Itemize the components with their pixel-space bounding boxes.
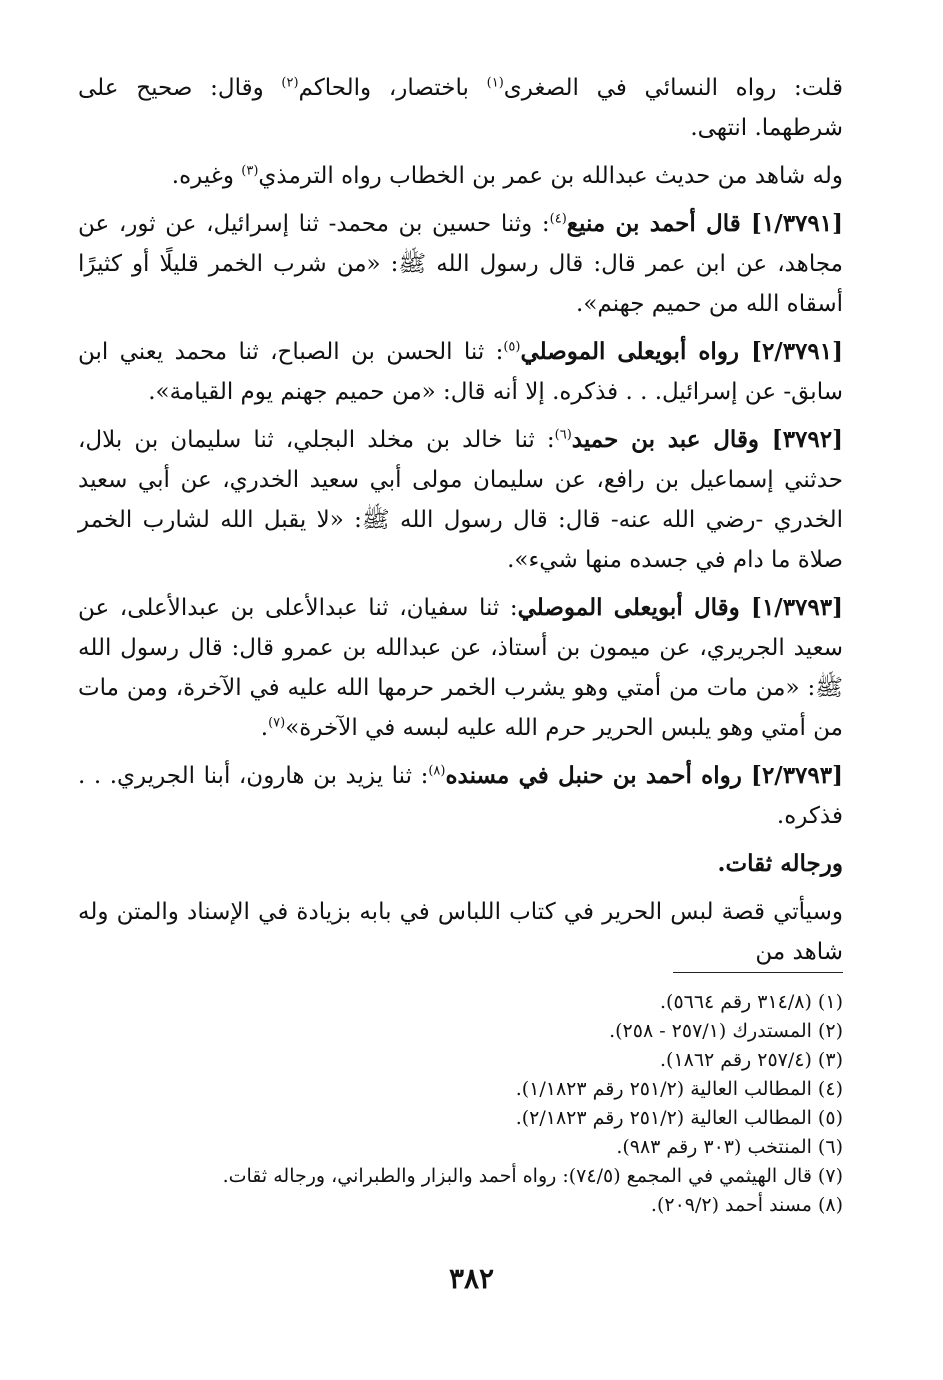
footnote-ref: (٧) (268, 715, 286, 731)
page-number: ٣٨٢ (448, 1262, 495, 1295)
paragraph (78, 420, 843, 580)
footnote-divider (673, 972, 843, 973)
footnote-item: (٦) المنتخب (٣٠٣ رقم ٩٨٣). (616, 1136, 843, 1158)
hadith-heading: ورجاله ثقات. (717, 850, 843, 877)
hadith-heading: [١/٣٧٩١] قال أحمد بن منيع (566, 210, 843, 237)
footnote-ref: (٣) (241, 163, 259, 179)
paragraph (78, 756, 843, 836)
hadith-heading: [٣٧٩٢] وقال عبد بن حميد (571, 426, 843, 453)
hadith-heading: [٢/٣٧٩٣] رواه أحمد بن حنبل في مسنده (445, 762, 843, 789)
footnote-item: (٤) المطالب العالية (٢٥١/٢ رقم ١/١٨٢٣). (515, 1078, 843, 1100)
footnote-ref: (١) (486, 75, 504, 91)
paragraph-text: : ثنا سفيان، ثنا عبدالأعلى بن عبدالأعلى، عن سعيد الجريري، عن ميمون بن أستاذ، عن عبدالله بن عمرو قال: قال رسول الله ﷺ: «من مات من أمتي وهو يشرب الخمر حرمها الله عليه في الآخرة، ومن مات من أمتي وهو يلبس الحرير حرم الله عليه لبسه في الآخرة» (78, 595, 843, 741)
paragraph (78, 332, 843, 412)
paragraph (78, 844, 843, 884)
paragraph-text: وله شاهد من حديث عبدالله بن عمر بن الخطاب رواه الترمذي (258, 163, 843, 189)
paragraph-text: : ثنا الحسن بن الصباح، ثنا محمد يعني ابن سابق- عن إسرائيل. . . فذكره. إلا أنه قال: «من حميم جهنم يوم القيامة». (78, 339, 843, 405)
paragraph-text: قلت: رواه النسائي في الصغرى (503, 75, 843, 101)
paragraph-text: : ثنا يزيد بن هارون، أبنا الجريري. . . فذكره. (78, 763, 843, 829)
main-text (78, 68, 843, 980)
paragraph-text: وغيره. (171, 163, 242, 189)
footnote-ref: (٦) (554, 427, 572, 443)
footnote-ref: (٨) (428, 763, 446, 779)
hadith-heading: [٢/٣٧٩١] رواه أبويعلى الموصلي (520, 338, 844, 365)
paragraph (78, 204, 843, 324)
footnote-ref: (٢) (281, 75, 299, 91)
hadith-heading: [١/٣٧٩٣] وقال أبويعلى الموصلي (517, 594, 843, 621)
paragraph-text: باختصار، والحاكم (298, 75, 487, 101)
paragraph-text: : ثنا خالد بن مخلد البجلي، ثنا سليمان بن بلال، حدثني إسماعيل بن رافع، عن سليمان مولى أبي سعيد الخدري، عن أبي سعيد الخدري -رضي الله عنه- قال: قال رسول الله ﷺ: «لا يقبل الله لشارب الخمر صلاة ما دام في جسده منها شيء». (78, 427, 843, 573)
paragraph (78, 588, 843, 748)
paragraph (78, 892, 843, 972)
footnote-item: (٧) قال الهيثمي في المجمع (٧٤/٥): رواه أحمد والبزار والطبراني، ورجاله ثقات. (222, 1165, 843, 1187)
paragraph-text: . (260, 715, 269, 741)
footnote-ref: (٥) (503, 339, 521, 355)
paragraph-text: : وثنا حسين بن محمد- ثنا إسرائيل، عن ثور، عن مجاهد، عن ابن عمر قال: قال رسول الله ﷺ: «من شرب الخمر قليلًا أو كثيرًا أسقاه الله من حميم جهنم». (78, 211, 843, 317)
paragraph (78, 68, 843, 148)
footnote-item: (١) (٣١٤/٨ رقم ٥٦٦٤). (659, 991, 843, 1013)
footnote-item: (٥) المطالب العالية (٢٥١/٢ رقم ٢/١٨٢٣). (515, 1107, 843, 1129)
paragraph (78, 156, 843, 196)
footnote-item: (٨) مسند أحمد (٢٠٩/٢). (650, 1194, 843, 1216)
footnotes-list (78, 988, 843, 1220)
footnote-item: (٣) (٢٥٧/٤ رقم ١٨٦٢). (659, 1049, 843, 1071)
paragraph-text: وقال: صحيح على شرطهما. انتهى. (78, 75, 843, 141)
paragraph-text: وسيأتي قصة لبس الحرير في كتاب اللباس في بابه بزيادة في الإسناد والمتن وله شاهد من (78, 899, 843, 965)
footnote-ref: (٤) (549, 211, 567, 227)
footnote-item: (٢) المستدرك (٢٥٧/١ - ٢٥٨). (609, 1020, 843, 1042)
